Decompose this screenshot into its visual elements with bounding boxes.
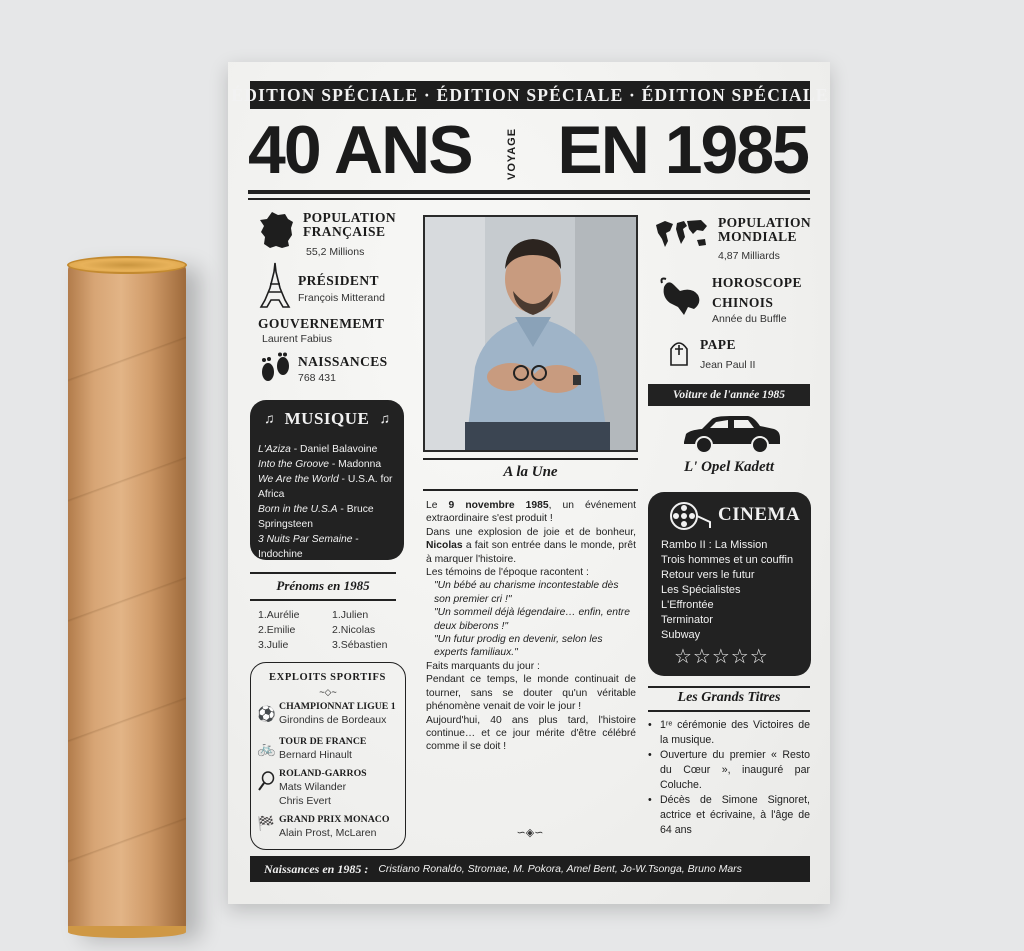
cinema-film: Terminator [661,614,713,626]
tennis-racket-icon [257,771,275,791]
world-map-icon [653,217,709,251]
cinema-film: Subway [661,629,701,641]
article-rule-top [423,458,638,460]
cardboard-tube [68,262,186,934]
newspaper-poster [228,62,830,904]
exploit-label: GRAND PRIX MONACO [279,814,390,825]
musique-item: Born in the U.S.A - Bruce Springsteen [258,504,374,530]
voiture-name: L' Opel Kadett [684,459,774,475]
article-quote: "Un sommeil déjà légendaire… enfin, entre deux biberons !" [434,607,630,632]
exploit-value: Alain Prost, McLaren [279,827,377,839]
musique-box [250,400,404,560]
gouvernement-label: GOUVERNEMEMT [258,316,385,331]
edition-banner: ÉDITION SPÉCIALE · ÉDITION SPÉCIALE · ÉDITION SPÉCIALE [250,81,810,109]
papal-mitre-icon [668,337,690,367]
soccer-ball-icon: ⚽ [257,706,276,723]
musique-item: We Are the World - U.S.A. for Africa [258,474,393,500]
exploit-value: Mats Wilander [279,781,347,793]
article-paragraph: Faits marquants du jour : [426,660,540,672]
cinema-film: Trois hommes et un couffin [661,554,794,566]
cinema-film: Rambo II : La Mission [661,539,768,551]
prenoms-title: Prénoms en 1985 [276,578,370,593]
pop-fr-value: 55,2 Millions [306,246,365,258]
portrait-illustration [425,217,638,452]
article-paragraph: Aujourd'hui, 40 ans plus tard, l'histoire continue… et ce jour mérite d'être célébré comme il se doit ! [426,714,636,753]
article-paragraph: Pendant ce temps, le monde continuait de tourner, sans se douter qu'un véritable phénomène venait de voir le jour ! [426,674,636,713]
exploit-value: Girondins de Bordeaux [279,714,387,726]
article-paragraph: Le 9 novembre 1985, un événement extraordinaire s'est produit ! [426,500,636,525]
cinema-film: L'Effrontée [661,599,714,611]
star-rating-icon: ☆☆☆☆☆ [674,646,769,668]
title-rule-thick [248,190,810,194]
tube-bottom [68,926,186,938]
exploits-box [250,662,406,850]
title-left: 40 ANS [248,112,472,188]
exploit-label: ROLAND-GARROS [279,768,367,779]
musique-list [258,442,398,562]
cinema-box [648,492,811,676]
horoscope-label-1: HOROSCOPE [712,275,802,290]
president-label: PRÉSIDENT [298,273,379,288]
prenoms-girls: 1.Aurélie 2.Emilie 3.Julie [258,609,300,651]
footprints-icon [258,352,294,386]
buffalo-icon [658,277,704,319]
grands-titres-item: • 1ʳᵉ cérémonie des Victoires de la musique. [648,719,810,746]
pop-monde-label-2: MONDIALE [718,229,797,244]
musique-title: MUSIQUE [284,409,370,428]
prenoms-rule-top [250,572,396,574]
exploits-title: EXPLOITS SPORTIFS [269,672,386,683]
naissances-bar-value: Cristiano Ronaldo, Stromae, M. Pokora, Amel Bent, Jo-W.Tsonga, Bruno Mars [378,863,742,875]
article-rule-bottom [423,489,638,491]
naissances-value: 768 431 [298,372,336,384]
article-paragraph: Dans une explosion de joie et de bonheur, Nicolas a fait son entrée dans le monde, prêt à marquer l'histoire. [426,526,636,565]
article-quote: "Un futur prodig en devenir, selon les experts familiaux." [434,634,603,659]
exploit-label: CHAMPIONNAT LIGUE 1 [279,701,396,712]
pop-monde-label-1: POPULATION [718,215,812,230]
bicycle-icon: 🚲 [257,740,276,757]
title-rule-thin [248,198,810,200]
cinema-film: Les Spécialistes [661,584,741,596]
horoscope-value: Année du Buffle [712,313,787,325]
prenoms-boys: 1.Julien 2.Nicolas 3.Sébastien [332,609,388,651]
pop-monde-value: 4,87 Milliards [718,250,780,262]
voiture-title: Voiture de l'année 1985 [648,384,810,406]
naissances-bar-label: Naissances en 1985 : [264,861,369,876]
gouvernement-value: Laurent Fabius [262,333,333,345]
cinema-film: Retour vers le futur [661,569,755,581]
titres-rule-bottom [648,710,810,712]
car-icon [680,414,784,454]
article-paragraph: Les témoins de l'époque racontent : [426,567,589,579]
music-note-icon-right: ♫ [379,410,390,426]
grands-titres-list [648,718,810,838]
musique-item: L'Aziza - Daniel Balavoine [258,444,378,455]
cinema-list [661,538,793,643]
eiffel-tower-icon [258,262,292,308]
titres-rule-top [648,686,810,688]
france-map-icon [258,210,296,250]
article-ornament-icon: ∽◈∽ [516,827,544,839]
cinema-title: CINEMA [718,504,801,525]
poster-title [248,112,808,188]
exploit-label: TOUR DE FRANCE [279,736,367,747]
portrait-photo [423,215,638,452]
president-value: François Mitterand [298,292,385,304]
grands-titres-item: • Décès de Simone Signoret, actrice et écrivaine, à l'âge de 64 ans [648,794,810,836]
pop-fr-label-1: POPULATION [303,210,397,225]
grands-titres-item: • Ouverture du premier « Resto du Cœur », inauguré par Coluche. [648,749,810,791]
article-quote: "Un bébé au charisme incontestable dès son premier cri !" [434,580,619,605]
naissances-bar [250,856,810,882]
article-title: A la Une [503,464,558,480]
ornament-icon: ~◇~ [319,687,337,697]
exploit-value-2: Chris Evert [279,795,331,807]
film-reel-icon [668,500,712,532]
article-body [426,499,636,754]
tube-cap [67,256,187,274]
exploit-value: Bernard Hinault [279,749,352,761]
pop-fr-label-2: FRANÇAISE [303,224,386,239]
naissances-label: NAISSANCES [298,354,388,369]
title-right: EN 1985 [557,112,808,188]
music-note-icon: ♫ [264,410,275,426]
pape-value: Jean Paul II [700,359,756,371]
prenoms-rule-bottom [250,599,396,601]
musique-item: 3 Nuits Par Semaine - Indochine [258,534,359,560]
musique-item: Into the Groove - Madonna [258,459,382,470]
title-vertical-word: VOYAGE [506,127,518,181]
horoscope-label-2: CHINOIS [712,295,774,310]
checkered-flag-icon: 🏁 [257,815,275,831]
grands-titres-title: Les Grands Titres [677,690,781,705]
pape-label: PAPE [700,337,736,352]
